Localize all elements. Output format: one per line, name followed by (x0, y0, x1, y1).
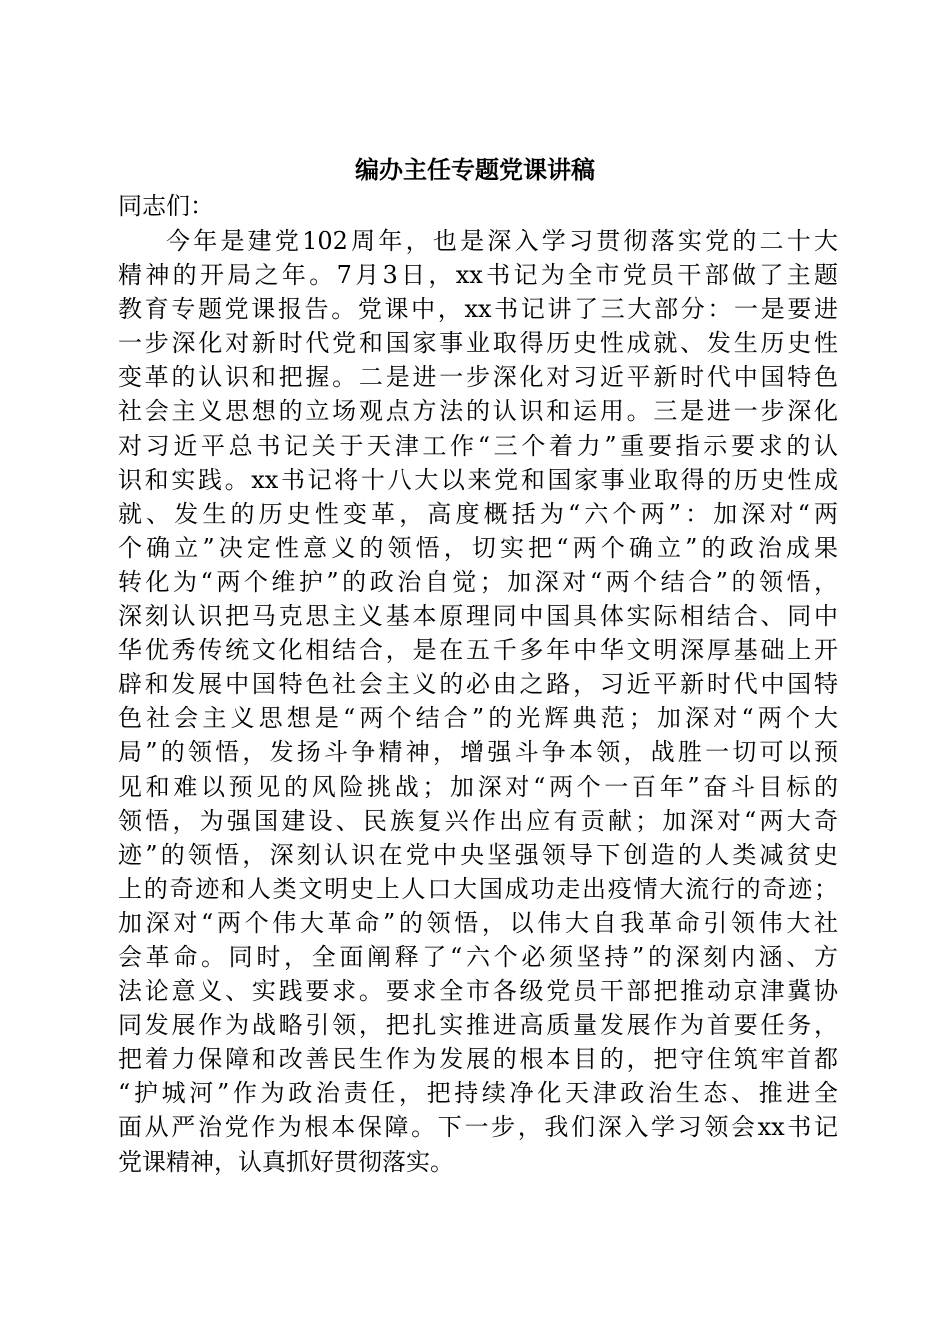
paragraph-line: 辟和发展中国特色社会主义的必由之路，习近平新时代中国特 (118, 670, 838, 699)
paragraph-line: 对习近平总书记关于天津工作“三个着力”重要指示要求的认 (118, 431, 838, 460)
paragraph-line: 变革的认识和把握。二是进一步深化对习近平新时代中国特色 (118, 363, 838, 392)
paragraph-line: 迹”的领悟，深刻认识在党中央坚强领导下创造的人类减贫史 (118, 840, 838, 869)
paragraph-line: 深刻认识把马克思主义基本原理同中国具体实际相结合、同中 (118, 602, 838, 631)
paragraph-line: 局”的领悟，发扬斗争精神，增强斗争本领，战胜一切可以预 (118, 738, 838, 767)
paragraph-line: 上的奇迹和人类文明史上人口大国成功走出疫情大流行的奇迹； (118, 874, 838, 903)
paragraph-line: 社会主义思想的立场观点方法的认识和运用。三是进一步深化 (118, 397, 838, 426)
paragraph-line: 会革命。同时，全面阐释了“六个必须坚持”的深刻内涵、方 (118, 942, 838, 971)
paragraph-line: 个确立”决定性意义的领悟，切实把“两个确立”的政治成果 (118, 533, 838, 562)
paragraph-line: 一步深化对新时代党和国家事业取得历史性成就、发生历史性 (118, 329, 838, 358)
paragraph-line: 同发展作为战略引领，把扎实推进高质量发展作为首要任务， (118, 1011, 838, 1040)
paragraph-line: 面从严治党作为根本保障。下一步，我们深入学习领会xx书记 (118, 1113, 838, 1142)
paragraph-line: 法论意义、实践要求。要求全市各级党员干部把推动京津冀协 (118, 977, 838, 1006)
paragraph-line: 党课精神，认真抓好贯彻落实。 (118, 1147, 454, 1176)
paragraph-line: 精神的开局之年。7月3日，xx书记为全市党员干部做了主题 (118, 261, 838, 290)
paragraph-line: 把着力保障和改善民生作为发展的根本目的，把守住筑牢首都 (118, 1045, 838, 1074)
paragraph-line: 华优秀传统文化相结合，是在五千多年中华文明深厚基础上开 (118, 636, 838, 665)
paragraph-line: “护城河”作为政治责任，把持续净化天津政治生态、推进全 (118, 1079, 838, 1108)
paragraph-line: 转化为“两个维护”的政治自觉；加深对“两个结合”的领悟， (118, 567, 838, 596)
document-title: 编办主任专题党课讲稿 (355, 155, 595, 184)
paragraph-line: 领悟，为强国建设、民族复兴作出应有贡献；加深对“两大奇 (118, 806, 838, 835)
paragraph-line: 见和难以预见的风险挑战；加深对“两个一百年”奋斗目标的 (118, 772, 838, 801)
paragraph-line: 加深对“两个伟大革命”的领悟，以伟大自我革命引领伟大社 (118, 908, 838, 937)
paragraph-line: 教育专题党课报告。党课中，xx书记讲了三大部分：一是要进 (118, 295, 838, 324)
paragraph-line: 识和实践。xx书记将十八大以来党和国家事业取得的历史性成 (118, 465, 838, 494)
paragraph-line: 色社会主义思想是“两个结合”的光辉典范；加深对“两个大 (118, 704, 838, 733)
paragraph-line: 今年是建党102周年，也是深入学习贯彻落实党的二十大 (166, 227, 838, 255)
body-paragraph (118, 224, 838, 1179)
greeting: 同志们： (118, 192, 214, 220)
paragraph-line: 就、发生的历史性变革，高度概括为“六个两”：加深对“两 (118, 499, 838, 528)
